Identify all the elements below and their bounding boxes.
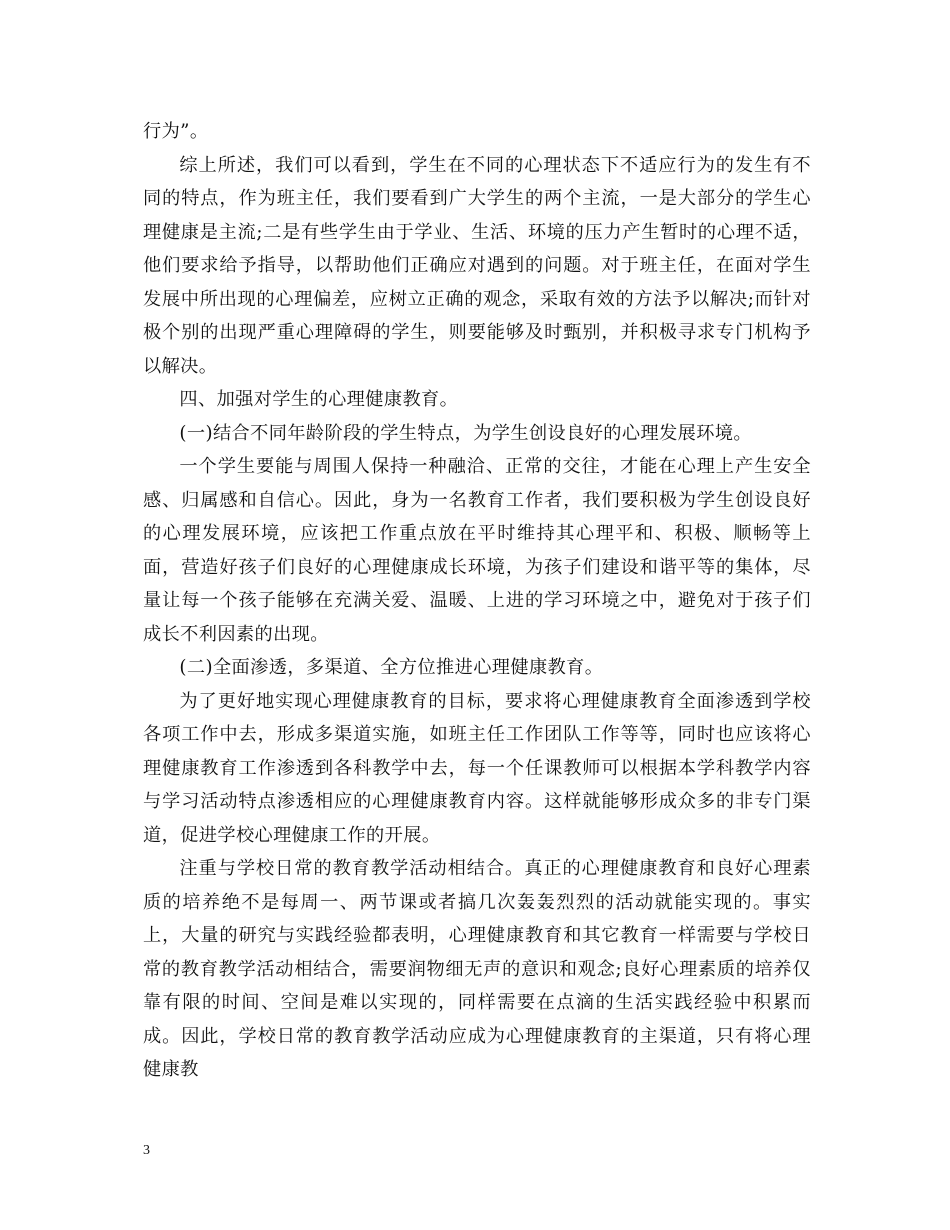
paragraph: 行为”。 bbox=[143, 121, 209, 142]
paragraph: 为了更好地实现心理健康教育的目标，要求将心理健康教育全面渗透到学校各项工作中去，形成多渠道实施，如班主任工作团队工作等等，同时也应该将心理健康教育工作渗透到各科教学中去，每一个任课教师可以根据本学科教学内容与学习活动特点渗透相应的心理健康教育内容。这样就能够形成众多的非专门渠道，促进学校心理健康工作的开展。 bbox=[143, 690, 811, 846]
subsection-heading: (一)结合不同年龄阶段的学生特点，为学生创设良好的心理发展环境。 bbox=[179, 422, 753, 444]
section-heading: 四、加强对学生的心理健康教育。 bbox=[179, 389, 459, 410]
page-number: 3 bbox=[143, 1143, 150, 1158]
body-text bbox=[143, 115, 811, 1087]
paragraph: 注重与学校日常的教育教学活动相结合。真正的心理健康教育和良好心理素质的培养绝不是每周一、两节课或者搞几次轰轰烈烈的活动就能实现的。事实上，大量的研究与实践经验都表明，心理健康教育和其它教育一样需要与学校日常的教育教学活动相结合，需要润物细无声的意识和观念;良好心理素质的培养仅靠有限的时间、空间是难以实现的，同样需要在点滴的生活实践经验中积累而成。因此，学校日常的教育教学活动应成为心理健康教育的主渠道，只有将心理健康教 bbox=[143, 858, 811, 1080]
paragraph: 一个学生要能与周围人保持一种融洽、正常的交往，才能在心理上产生安全感、归属感和自信心。因此，身为一名教育工作者，我们要积极为学生创设良好的心理发展环境，应该把工作重点放在平时维持其心理平和、积极、顺畅等上面，营造好孩子们良好的心理健康成长环境，为孩子们建设和谐平等的集体，尽量让每一个孩子能够在充满关爱、温暖、上进的学习环境之中，避免对于孩子们成长不利因素的出现。 bbox=[143, 456, 811, 645]
subsection-heading: (二)全面渗透，多渠道、全方位推进心理健康教育。 bbox=[179, 657, 604, 678]
paragraph: 综上所述，我们可以看到，学生在不同的心理状态下不适应行为的发生有不同的特点，作为班主任，我们要看到广大学生的两个主流，一是大部分的学生心理健康是主流;二是有些学生由于学业、生活、环境的压力产生暂时的心理不适，他们要求给予指导，以帮助他们正确应对遇到的问题。对于班主任，在面对学生发展中所出现的心理偏差，应树立正确的观念，采取有效的方法予以解决;而针对极个别的出现严重心理障碍的学生，则要能够及时甄别，并积极寻求专门机构予以解决。 bbox=[143, 154, 811, 377]
